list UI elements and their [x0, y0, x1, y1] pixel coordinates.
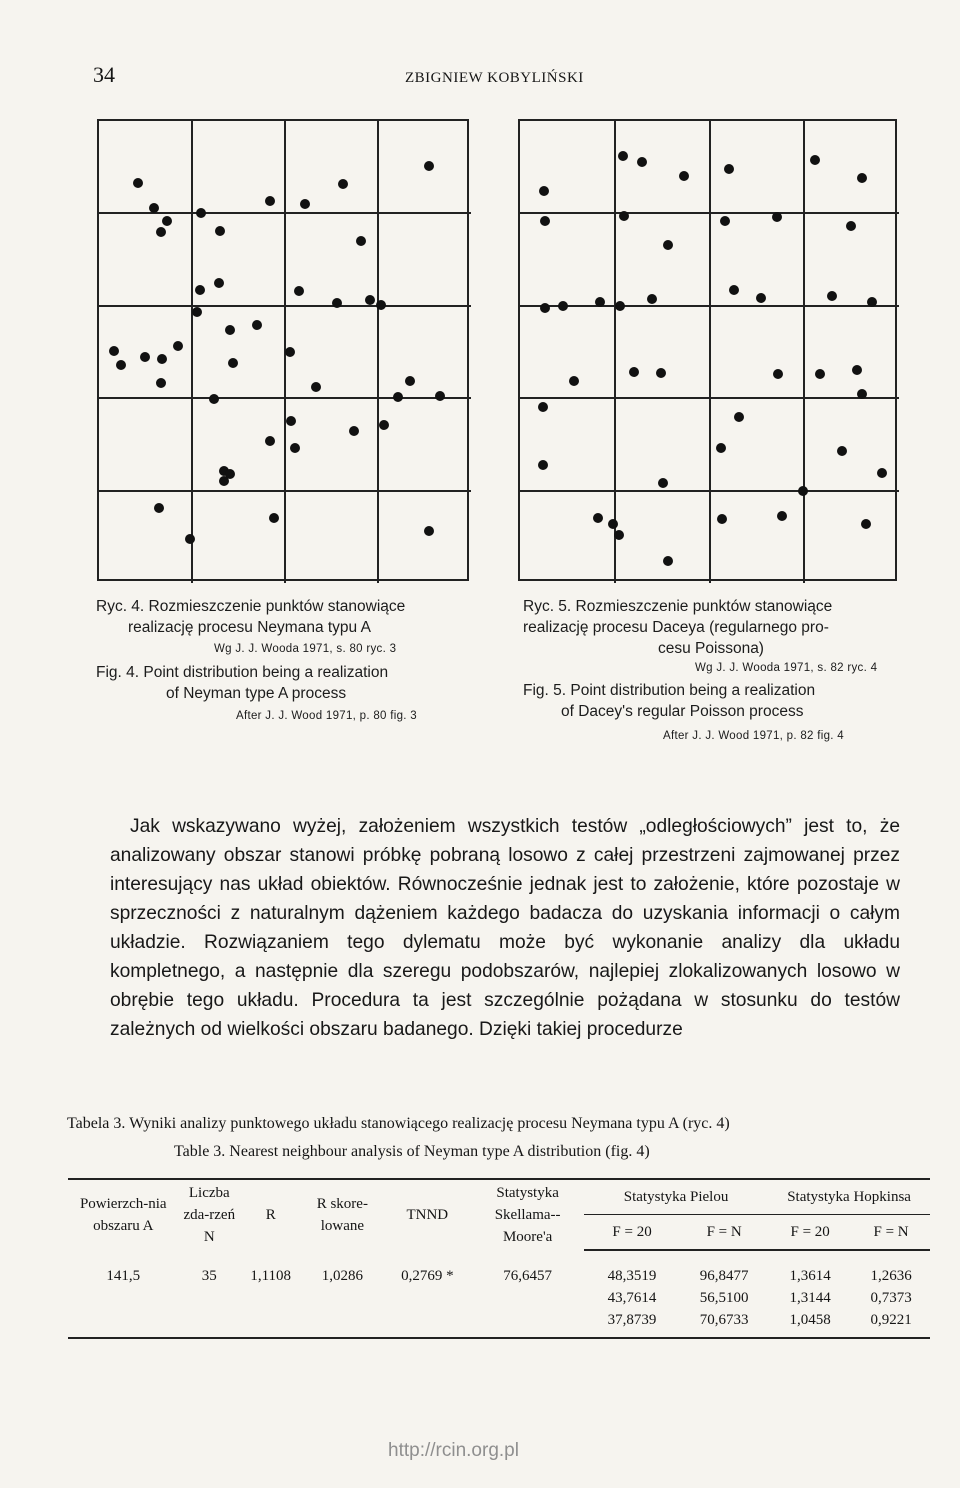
cell-pielou-f20: 48,3519 — [607, 1268, 657, 1284]
data-point — [773, 369, 783, 379]
data-point — [338, 179, 348, 189]
header-skellam-moore: Statystyka Skellama--Moore'a — [471, 1179, 584, 1250]
cell-hopkins-f20: 1,0458 — [768, 1309, 852, 1338]
figure-4-caption-en — [96, 662, 476, 704]
data-point — [225, 325, 235, 335]
page-number: 34 — [93, 62, 115, 87]
data-point — [539, 186, 549, 196]
data-point — [679, 171, 689, 181]
data-point — [379, 420, 389, 430]
caption-line: Ryc. 4. Rozmieszczenie punktów stanowiące — [96, 598, 406, 615]
header-hopkins-f20: F = 20 — [768, 1215, 852, 1251]
table-3-title-en: Table 3. Nearest neighbour analysis of Neyman type A distribution (fig. 4) — [174, 1143, 650, 1160]
data-point — [228, 358, 238, 368]
figure-5-caption — [523, 596, 913, 744]
figure-4-source-en: After J. J. Wood 1971, p. 80 fig. 3 — [236, 710, 417, 722]
data-point — [729, 285, 739, 295]
cell-pielou-f20: 37,8739 — [584, 1309, 680, 1338]
data-point — [376, 300, 386, 310]
data-point — [618, 151, 628, 161]
figure-5-source-pl: Wg J. J. Wooda 1971, s. 82 ryc. 4 — [695, 662, 878, 674]
data-point — [540, 216, 550, 226]
table-3-title-pl: Tabela 3. Wyniki analizy punktowego układu stanowiącego realizację procesu Neymana typu A (ryc. 4) — [67, 1115, 730, 1132]
figure-4-source-pl: Wg J. J. Wooda 1971, s. 80 ryc. 3 — [214, 643, 397, 655]
data-point — [837, 446, 847, 456]
data-point — [663, 556, 673, 566]
paragraph-text: Jak wskazywano wyżej, założeniem wszystkich testów „odległościowych” jest to, że analizowany obszar stanowi próbkę pobraną losowo z całej przestrzeni zajmowanej przez interesujący nas układ obiektów. Równocześnie jednak jest to założenie, które pozostaje w sprzeczności z naturalnym dążeniem każdego badacza do uzyskania informacji o całym układzie. Rozwiązaniem tego dylematu może być wykonanie analizy dla układu kompletnego, a następnie dla szeregu podobszarów, najlepiej zlokalizowanych losowo w obrębie tego układu. Procedura ta jest szczególnie pożądana w stosunku do testów zależnych od wielkości obszaru badanego. Dzięki takiej procedurze — [110, 816, 900, 1040]
data-point — [252, 320, 262, 330]
data-point — [265, 436, 275, 446]
cell-events: 35 — [201, 1267, 217, 1284]
cell-hopkins-fn: 0,9221 — [852, 1309, 930, 1338]
header-r-corrected: R skore-lowane — [301, 1179, 383, 1250]
data-point — [772, 212, 782, 222]
data-point — [608, 519, 618, 529]
data-point — [185, 534, 195, 544]
figure-5-caption-pl — [523, 596, 913, 659]
data-point — [424, 161, 434, 171]
data-point — [877, 468, 887, 478]
data-point — [140, 352, 150, 362]
caption-line: Ryc. 5. Rozmieszczenie punktów stanowiące — [523, 598, 833, 615]
data-point — [810, 155, 820, 165]
data-point — [393, 392, 403, 402]
data-point — [424, 526, 434, 536]
figure-4-point-pattern — [97, 119, 469, 581]
header-events: Liczba zda-rzeń N — [179, 1179, 240, 1250]
data-point — [133, 178, 143, 188]
data-point — [290, 443, 300, 453]
data-point — [173, 341, 183, 351]
data-point — [116, 360, 126, 370]
header-area: Powierzch-nia obszaru A — [68, 1179, 179, 1250]
header-tnnd: TNND — [383, 1179, 471, 1250]
data-point — [538, 402, 548, 412]
cell-hopkins-f20: 1,3144 — [789, 1290, 831, 1306]
data-point — [867, 297, 877, 307]
caption-line: of Dacey's regular Poisson process — [561, 703, 804, 720]
data-point — [798, 486, 808, 496]
figure-5-point-pattern — [518, 119, 897, 581]
header-pielou-f20: F = 20 — [584, 1215, 680, 1251]
data-point — [857, 173, 867, 183]
figure-4-caption-pl — [96, 596, 476, 638]
cell-hopkins-f20: 1,3614 — [789, 1268, 831, 1284]
data-point — [154, 503, 164, 513]
data-point — [619, 211, 629, 221]
data-point — [852, 365, 862, 375]
caption-line: cesu Poissona) — [658, 640, 764, 657]
data-point — [615, 301, 625, 311]
figure-4-grid — [99, 121, 471, 583]
data-point — [777, 511, 787, 521]
data-point — [225, 469, 235, 479]
data-point — [857, 389, 867, 399]
data-point — [215, 226, 225, 236]
results-table — [68, 1178, 930, 1339]
data-point — [538, 460, 548, 470]
figure-4-caption — [96, 596, 476, 724]
table-row — [68, 1287, 930, 1309]
body-paragraph — [110, 812, 900, 1044]
data-point — [192, 307, 202, 317]
cell-pielou-fn: 70,6733 — [680, 1309, 768, 1338]
data-point — [614, 530, 624, 540]
caption-line: Fig. 4. Point distribution being a realization — [96, 664, 389, 681]
data-point — [827, 291, 837, 301]
data-point — [658, 478, 668, 488]
data-point — [647, 294, 657, 304]
data-point — [435, 391, 445, 401]
figure-5-source-en: After J. J. Wood 1971, p. 82 fig. 4 — [663, 730, 844, 742]
data-point — [195, 285, 205, 295]
cell-area: 141,5 — [106, 1267, 141, 1284]
caption-line: Fig. 5. Point distribution being a realization — [523, 682, 816, 699]
footer-url: http://rcin.org.pl — [388, 1440, 519, 1461]
data-point — [593, 513, 603, 523]
data-point — [717, 514, 727, 524]
data-point — [294, 286, 304, 296]
cell-pielou-fn: 56,5100 — [699, 1290, 749, 1306]
header-hopkins-fn: F = N — [852, 1215, 930, 1251]
data-point — [558, 301, 568, 311]
data-point — [405, 376, 415, 386]
data-point — [663, 240, 673, 250]
figure-5-caption-en — [523, 680, 913, 722]
data-point — [595, 297, 605, 307]
header-pielou-fn: F = N — [680, 1215, 768, 1251]
data-point — [756, 293, 766, 303]
data-point — [349, 426, 359, 436]
running-header-author: ZBIGNIEW KOBYLIŃSKI — [405, 70, 584, 86]
data-point — [265, 196, 275, 206]
caption-line: of Neyman type A process — [166, 685, 347, 702]
data-point — [861, 519, 871, 529]
data-point — [846, 221, 856, 231]
data-point — [365, 295, 375, 305]
cell-hopkins-fn: 1,2636 — [870, 1268, 912, 1284]
cell-hopkins-fn: 0,7373 — [870, 1290, 912, 1306]
data-point — [196, 208, 206, 218]
caption-line: realizację procesu Daceya (regularnego pro- — [523, 619, 829, 636]
data-point — [156, 227, 166, 237]
data-point — [637, 157, 647, 167]
data-point — [724, 164, 734, 174]
data-point — [300, 199, 310, 209]
data-point — [214, 278, 224, 288]
cell-skellam: 76,6457 — [503, 1267, 552, 1284]
data-point — [720, 216, 730, 226]
data-point — [162, 216, 172, 226]
header-hopkins: Statystyka Hopkinsa — [768, 1179, 930, 1215]
data-point — [569, 376, 579, 386]
data-point — [269, 513, 279, 523]
data-point — [734, 412, 744, 422]
header-pielou: Statystyka Pielou — [584, 1179, 768, 1215]
data-point — [285, 347, 295, 357]
data-point — [311, 382, 321, 392]
data-point — [149, 203, 159, 213]
data-point — [286, 416, 296, 426]
data-point — [540, 303, 550, 313]
table-row — [68, 1309, 930, 1338]
data-point — [109, 346, 119, 356]
data-point — [815, 369, 825, 379]
table-row — [68, 1250, 930, 1287]
data-point — [356, 236, 366, 246]
data-point — [332, 298, 342, 308]
cell-pielou-fn: 96,8477 — [699, 1268, 749, 1284]
data-point — [716, 443, 726, 453]
cell-tnnd: 0,2769 * — [401, 1267, 454, 1284]
caption-line: realizację procesu Neymana typu A — [128, 619, 371, 636]
data-point — [629, 367, 639, 377]
figure-5-grid — [520, 121, 899, 583]
data-point — [209, 394, 219, 404]
cell-r-corrected: 1,0286 — [321, 1267, 363, 1284]
cell-pielou-f20: 43,7614 — [607, 1290, 657, 1306]
cell-r: 1,1108 — [250, 1267, 292, 1284]
header-r: R — [240, 1179, 301, 1250]
data-point — [656, 368, 666, 378]
data-point — [156, 378, 166, 388]
data-point — [157, 354, 167, 364]
